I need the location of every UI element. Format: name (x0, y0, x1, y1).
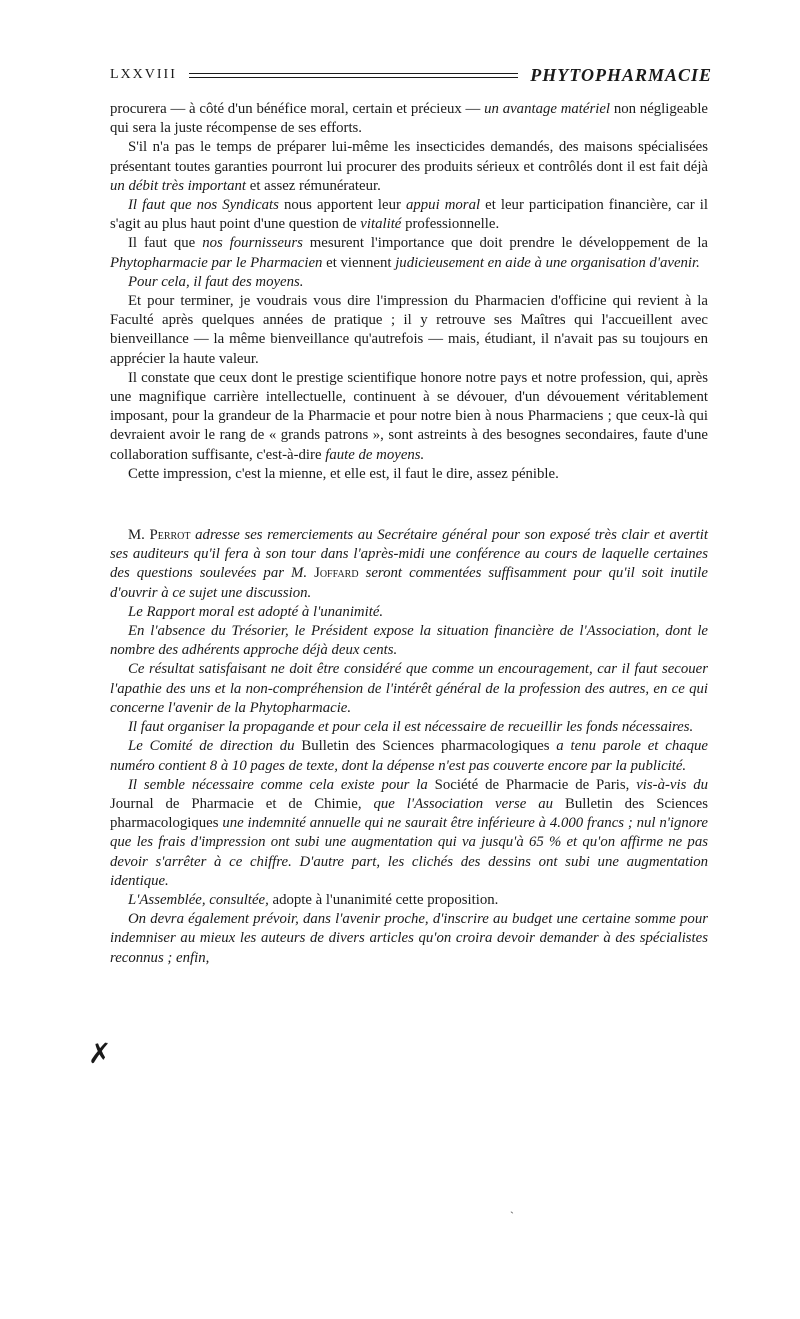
page-number: LXXVIII (110, 67, 177, 82)
text-run-italic: un avantage matériel (484, 101, 611, 117)
text-run: et assez rémunérateur. (246, 177, 381, 194)
paragraph: En l'absence du Trésorier, le Président expose la situation financière de l'Association, dont le nombre des adhérents approche déjà deux cents. (110, 623, 708, 659)
text-run: non négligeable qui sera la juste récompense de ses efforts. (110, 101, 709, 137)
text-run-italic: une indemnité annuelle qui ne saurait être inférieure à 4.000 francs ; nul n'ignore que les frais d'impression ont subi une augmentation qui va jusqu'à 65 % et qu'on affirme ne pas devoir s'arrêter à ce chiffre. D'autre part, les clichés des dessins ont subi une augmentation identique. (110, 815, 708, 889)
paragraph (110, 234, 708, 272)
text-run-italic: appui moral (405, 197, 481, 214)
text-run-italic: Phytopharmacie par le Pharmacien (110, 254, 323, 271)
text-run: nous apportent leur (278, 197, 406, 214)
publication-title: Bulletin des Sciences pharmacologiques (301, 738, 550, 755)
text-run: et viennent (322, 254, 396, 271)
paragraph: Il faut organiser la propagande et pour cela il est nécessaire de recueillir les fonds nécessaires. (128, 719, 694, 736)
minutes-section (110, 526, 708, 968)
organization-name: Société de Pharmacie de Paris, (434, 776, 630, 793)
paragraph (110, 138, 708, 196)
person-name: Perrot (149, 527, 191, 544)
paragraph: Pour cela, il faut des moyens. (128, 273, 304, 290)
header-rule (189, 73, 518, 78)
text-run-italic: Il faut que nos Syndicats (128, 197, 279, 214)
text-run: mesurent l'importance que doit prendre le développement de la (302, 235, 708, 252)
paragraph (110, 891, 708, 910)
text-run-italic: que l'Association verse au (361, 795, 565, 812)
text-run-italic: judicieusement en aide à une organisation d'avenir. (395, 254, 700, 271)
text-run-italic: vitalité (360, 216, 402, 233)
text-run-italic: a tenu parole et chaque numéro contient 8 à 10 pages de texte, dont la dépense n'est pas couverte encore par la publicité. (110, 738, 708, 774)
text-run: professionnelle. (401, 216, 500, 233)
paragraph: Ce résultat satisfaisant ne doit être considéré que comme un encouragement, car il faut secouer l'apathie des uns et la non-compréhension de l'intérêt général de la profession des autres, en ce qui concerne l'avenir de la Phytopharmacie. (110, 661, 708, 716)
text-body (110, 100, 708, 968)
text-run-italic: nos fournisseurs (202, 235, 303, 252)
paragraph (110, 737, 708, 775)
publication-title: Journal de Pharmacie et de Chimie, (110, 795, 362, 812)
handwritten-margin-mark: ✗ (88, 1037, 112, 1070)
paragraph: On devra également prévoir, dans l'avenir proche, d'inscrire au budget une certaine somme pour indemniser au mieux les auteurs de divers articles qu'on croira devoir demander à des spécialistes reconnus ; enfin, (110, 911, 708, 966)
text-run-italic: seront commentées suffisamment pour qu'il soit inutile d'ouvrir à ce sujet une discussion. (110, 565, 708, 601)
section-gap (110, 484, 708, 526)
text-run-italic: Il semble nécessaire comme cela existe pour la (128, 776, 435, 793)
text-run: et leur participation financière, car il s'agit au plus haut point d'une question de (110, 197, 709, 233)
text-run: Il constate que ceux dont le prestige scientifique honore notre pays et notre profession, qui, après une magnifique carrière intellectuelle, continuent à se dévouer, d'un dévouement véritablement imposant, pour la grandeur de la Pharmacie et pour notre bien à nous Pharmaciens ; que ceux-là qui devraient avoir le rang de « grands patrons », sont astreints à des besognes secondaires, faute d'une collaboration suffisante, c'est-à-dire (110, 369, 708, 463)
paragraph (110, 100, 708, 138)
paragraph: Cette impression, c'est la mienne, et elle est, il faut le dire, assez pénible. (128, 465, 559, 482)
person-name: Joffard (314, 565, 359, 582)
text-run-italic: vis-à-vis du (629, 776, 708, 793)
paragraph (110, 196, 708, 234)
text-run: adopte à l'unanimité cette proposition. (268, 891, 499, 908)
text-run-italic: faute de moyens. (325, 446, 425, 463)
text-run: Il faut que (128, 235, 203, 252)
running-title: PHYTOPHARMACIE (530, 64, 712, 85)
paragraph: Le Rapport moral est adopté à l'unanimité. (128, 603, 384, 620)
text-run: procurera — à côté d'un bénéfice moral, certain et précieux — (110, 101, 485, 117)
text-run-italic: un débit très important (110, 177, 247, 194)
paragraph: Et pour terminer, je voudrais vous dire l'impression du Pharmacien d'officine qui revient à la Faculté après quelques années de pratique ; il y retrouve ses Maîtres qui l'accueillent avec bienveillance — la même bienveillance qu'autrefois — mais, étudiant, il n'avait pas su toujours en apprécier la haute valeur. (110, 293, 708, 367)
stray-mark: ˎ (510, 1200, 514, 1214)
text-run-italic: Le Comité de direction du (128, 738, 302, 755)
publication-title: Bulletin des Sciences pharmacologiques (110, 795, 708, 832)
text-run-italic: adresse ses remerciements au Secrétaire général pour son exposé très clair et avertit ses auditeurs qu'il fera à son tour dans l'après-midi une conférence au cours de laquelle certaines des questions soulevées par M. (110, 527, 708, 582)
text-run: M. (128, 527, 150, 544)
paragraph (110, 526, 708, 603)
text-run-italic: L'Assemblée, consultée, (128, 891, 269, 908)
running-header (110, 60, 712, 90)
paragraph (110, 776, 708, 891)
text-run: S'il n'a pas le temps de préparer lui-même les insecticides demandés, des maisons spécialisées présentant toutes garanties pourront lui procurer des produits sérieux et contrôlés dont il est fait déjà (110, 139, 708, 175)
paragraph (110, 369, 708, 465)
